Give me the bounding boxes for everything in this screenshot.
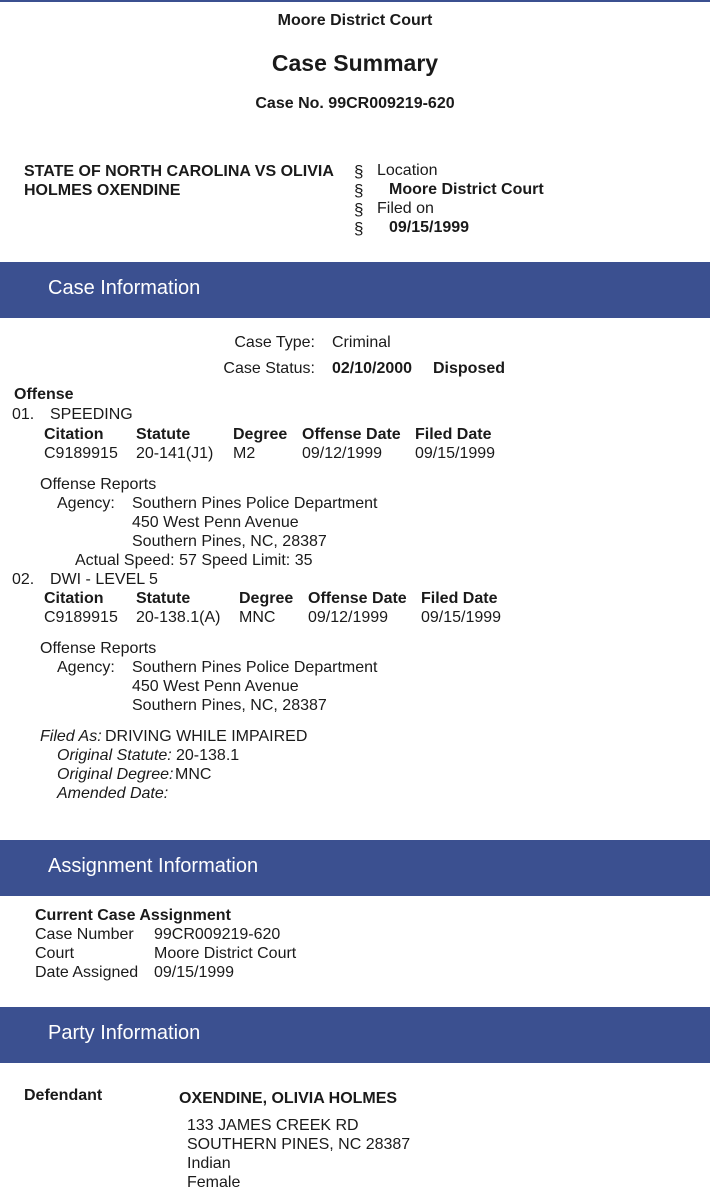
filed-date-value: 09/15/1999 (415, 445, 496, 462)
party-race: Indian (187, 1155, 231, 1172)
court-name: Moore District Court (277, 12, 433, 29)
col-citation: Citation (44, 590, 104, 607)
section-heading: Party Information (48, 1022, 201, 1044)
offense-number: 01. (12, 406, 35, 423)
party-information-header (0, 1007, 710, 1063)
case-number-value: 99CR009219-620 (154, 926, 281, 943)
agency-address-line1: 450 West Penn Avenue (132, 678, 299, 695)
location-value: Moore District Court (389, 181, 544, 198)
case-type-value: Criminal (332, 334, 391, 351)
party-address-line2: SOUTHERN PINES, NC 28387 (187, 1136, 411, 1153)
offense-number: 02. (12, 571, 35, 588)
case-information-header (0, 262, 710, 318)
date-assigned-value: 09/15/1999 (154, 964, 235, 981)
agency-address-line2: Southern Pines, NC, 28387 (132, 533, 327, 550)
original-statute-label: Original Statute: (57, 747, 172, 764)
original-statute-value: 20-138.1 (176, 747, 240, 764)
speed-details: Actual Speed: 57 Speed Limit: 35 (75, 552, 313, 569)
offense-reports-label: Offense Reports (40, 476, 157, 493)
case-number-heading: Case No. 99CR009219-620 (255, 95, 455, 112)
section-symbol: § (354, 219, 364, 238)
filed-as-label: Filed As: (40, 728, 102, 745)
page-title: Case Summary (271, 50, 439, 76)
agency-name: Southern Pines Police Department (132, 659, 378, 676)
court-value: Moore District Court (154, 945, 297, 962)
location-label: Location (377, 162, 438, 179)
agency-name: Southern Pines Police Department (132, 495, 378, 512)
current-assignment-label: Current Case Assignment (35, 907, 231, 924)
offense-heading: Offense (14, 386, 74, 403)
assignment-information-header (0, 840, 710, 896)
citation-value: C9189915 (44, 445, 118, 462)
court-label: Court (35, 945, 75, 962)
agency-address-line2: Southern Pines, NC, 28387 (132, 697, 327, 714)
case-type-label: Case Type: (234, 334, 315, 351)
degree-value: M2 (233, 445, 256, 462)
col-degree: Degree (233, 426, 288, 443)
col-offense-date: Offense Date (308, 590, 407, 607)
original-degree-label: Original Degree: (57, 766, 174, 783)
col-filed-date: Filed Date (421, 590, 498, 607)
statute-value: 20-141(J1) (136, 445, 214, 462)
party-sex: Female (187, 1174, 241, 1191)
section-symbol: § (354, 162, 364, 181)
agency-label: Agency: (57, 495, 115, 512)
offense-name: DWI - LEVEL 5 (50, 571, 158, 588)
offense-name: SPEEDING (50, 406, 133, 423)
col-statute: Statute (136, 426, 191, 443)
agency-label: Agency: (57, 659, 115, 676)
filed-date-value: 09/15/1999 (421, 609, 502, 626)
party-address-line1: 133 JAMES CREEK RD (187, 1117, 359, 1134)
case-style: STATE OF NORTH CAROLINA VS OLIVIA HOLMES OXENDINE (24, 163, 334, 199)
party-name: OXENDINE, OLIVIA HOLMES (179, 1090, 398, 1107)
col-offense-date: Offense Date (302, 426, 401, 443)
case-status-date: 02/10/2000 (332, 360, 413, 377)
section-heading: Case Information (48, 277, 201, 299)
citation-value: C9189915 (44, 609, 118, 626)
section-heading: Assignment Information (48, 855, 259, 877)
filed-on-value: 09/15/1999 (389, 219, 470, 236)
offense-date-value: 09/12/1999 (302, 445, 383, 462)
amended-date-label: Amended Date: (57, 785, 169, 802)
agency-address-line1: 450 West Penn Avenue (132, 514, 299, 531)
original-degree-value: MNC (175, 766, 212, 783)
party-role: Defendant (24, 1087, 103, 1104)
degree-value: MNC (239, 609, 276, 626)
case-status-value: Disposed (433, 360, 506, 377)
col-statute: Statute (136, 590, 191, 607)
case-number-label: Case Number (35, 926, 134, 943)
filed-as-value: DRIVING WHILE IMPAIRED (105, 728, 308, 745)
case-status-label: Case Status: (223, 360, 315, 377)
statute-value: 20-138.1(A) (136, 609, 221, 626)
filed-on-label: Filed on (377, 200, 434, 217)
offense-date-value: 09/12/1999 (308, 609, 389, 626)
top-border (0, 0, 710, 2)
col-filed-date: Filed Date (415, 426, 492, 443)
section-symbol: § (354, 200, 364, 219)
col-citation: Citation (44, 426, 104, 443)
section-symbol: § (354, 181, 364, 200)
col-degree: Degree (239, 590, 294, 607)
date-assigned-label: Date Assigned (35, 964, 139, 981)
offense-reports-label: Offense Reports (40, 640, 157, 657)
